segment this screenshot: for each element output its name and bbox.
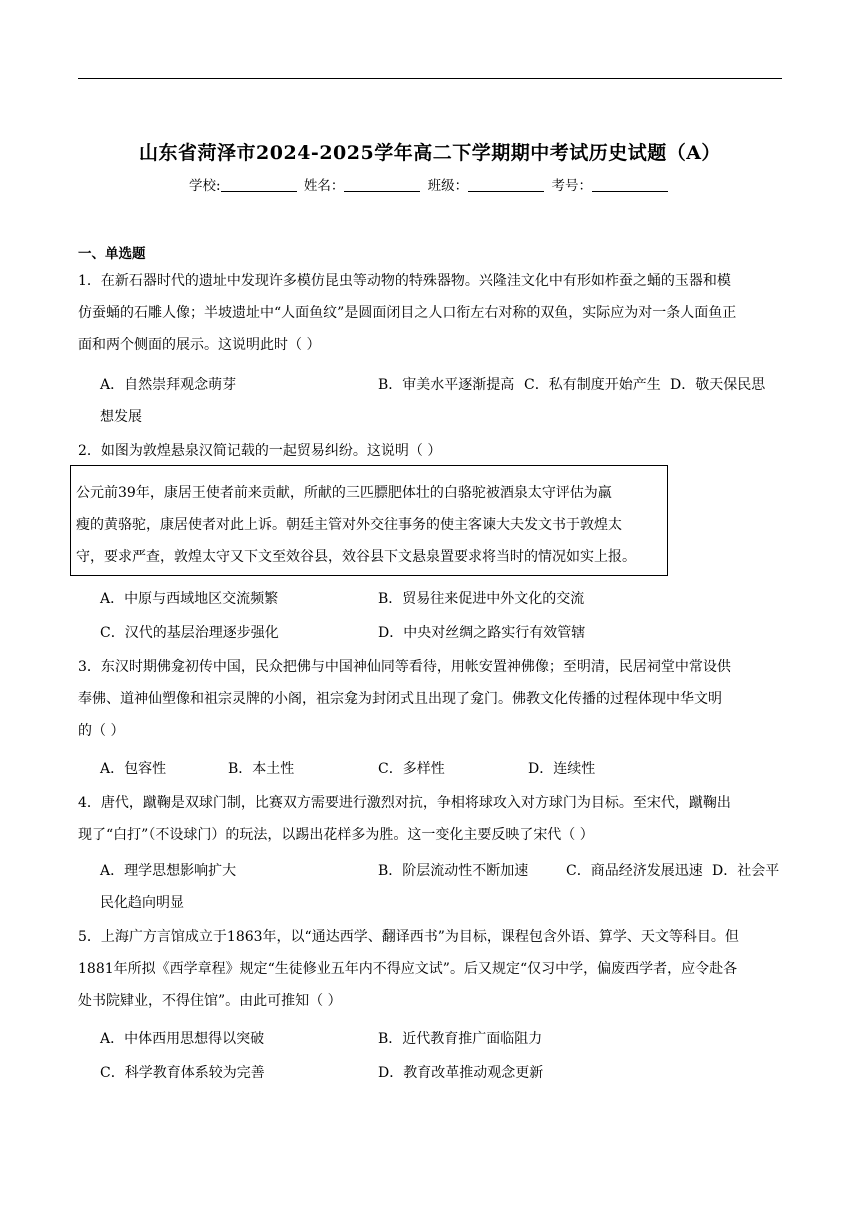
question-3-option-b[interactable]: B．本土性 (228, 761, 295, 777)
question-1-option-b[interactable]: B．审美水平逐渐提高 (378, 377, 515, 393)
question-5-option-a[interactable]: A．中体西用思想得以突破 (100, 1031, 265, 1047)
question-4-line-1: 4．唐代，蹴鞠是双球门制，比赛双方需要进行激烈对抗，争相将球攻入对方球门为目标。至宋代，蹴鞠出 (78, 795, 731, 811)
question-2-material-line-3: 守，要求严查，敦煌太守又下文至效谷县，效谷县下文悬泉置要求将当时的情况如实上报。 (76, 549, 636, 565)
question-2-option-d[interactable]: D．中央对丝绸之路实行有效管辖 (378, 625, 586, 641)
question-3-option-c[interactable]: C．多样性 (378, 761, 445, 777)
question-5-line-1: 5．上海广方言馆成立于1863年，以“通达西学、翻译西书”为目标，课程包含外语、算学、天文等科目。但 (78, 929, 739, 945)
question-2-material-line-2: 瘦的黄骆驼，康居使者对此上诉。朝廷主管对外交往事务的使主客谏大夫发文书于敦煌太 (76, 517, 622, 533)
class-label: 班级： (427, 178, 469, 194)
question-2-stem: 2．如图为敦煌悬泉汉简记载的一起贸易纠纷。这说明（ ） (78, 443, 442, 459)
question-3-line-1: 3．东汉时期佛龛初传中国，民众把佛与中国神仙同等看待，用帐安置神佛像；至明清，民居祠堂中常设供 (78, 659, 731, 675)
question-5-line-3: 处书院肄业，不得住馆”。由此可推知（ ） (78, 993, 342, 1009)
question-4-option-b[interactable]: B．阶层流动性不断加速 (378, 863, 529, 879)
question-1-option-a[interactable]: A．自然崇拜观念萌芽 (100, 377, 237, 393)
question-4-option-c[interactable]: C．商品经济发展迅速 (566, 863, 703, 879)
school-field[interactable] (221, 177, 297, 192)
question-3-option-a[interactable]: A．包容性 (100, 761, 167, 777)
exam-no-label: 考号： (551, 178, 592, 194)
student-info-line (0, 174, 860, 194)
question-4-option-d[interactable]: D．社会平 (712, 863, 780, 879)
question-3-option-d[interactable]: D．连续性 (528, 761, 596, 777)
question-2-material-line-1: 公元前39年，康居王使者前来贡献，所献的三匹膘肥体壮的白骆驼被酒泉太守评估为羸 (76, 485, 612, 501)
section-title: 一、单选题 (78, 246, 146, 262)
question-2-option-a[interactable]: A．中原与西域地区交流频繁 (100, 591, 279, 607)
exam-title: 山东省菏泽市2024-2025学年高二下学期期中考试历史试题（A） (139, 142, 721, 164)
name-label: 姓名： (303, 178, 345, 194)
question-4-line-2: 现了“白打”（不设球门）的玩法，以踢出花样多为胜。这一变化主要反映了宋代（ ） (78, 827, 594, 843)
question-1-option-d[interactable]: D．敬天保民思 (670, 377, 766, 393)
question-5-line-2: 1881年所拟《西学章程》规定“生徒修业五年内不得应文试”。后又规定“仅习中学，偏废西学者，应令赴各 (78, 961, 738, 977)
question-5-option-c[interactable]: C．科学教育体系较为完善 (100, 1065, 265, 1081)
question-3-line-3: 的（ ） (78, 723, 125, 739)
question-4-option-d-wrap: 民化趋向明显 (100, 895, 184, 911)
question-2-option-c[interactable]: C．汉代的基层治理逐步强化 (100, 625, 279, 641)
name-field[interactable] (344, 177, 420, 192)
exam-no-field[interactable] (592, 177, 668, 192)
question-2-option-b[interactable]: B．贸易往来促进中外文化的交流 (378, 591, 585, 607)
question-5-option-b[interactable]: B．近代教育推广面临阻力 (378, 1031, 543, 1047)
class-field[interactable] (468, 177, 544, 192)
question-1-line-1: 1．在新石器时代的遗址中发现许多模仿昆虫等动物的特殊器物。兴隆洼文化中有形如柞蚕之蛹的玉器和模 (78, 273, 731, 289)
question-1-option-d-wrap: 想发展 (100, 409, 142, 425)
question-1-line-2: 仿蚕蛹的石雕人像；半坡遗址中“人面鱼纹”是圆面闭目之人口衔左右对称的双鱼，实际应为对一条人面鱼正 (78, 305, 737, 321)
question-1-line-3: 面和两个侧面的展示。这说明此时（ ） (78, 337, 321, 353)
question-4-option-a[interactable]: A．理学思想影响扩大 (100, 863, 237, 879)
school-label: 学校: (189, 178, 221, 194)
header-rule (78, 78, 782, 79)
question-5-option-d[interactable]: D．教育改革推动观念更新 (378, 1065, 544, 1081)
question-3-line-2: 奉佛、道神仙塑像和祖宗灵牌的小阁，祖宗龛为封闭式且出现了龛门。佛教文化传播的过程体现中华文明 (78, 691, 722, 707)
question-1-option-c[interactable]: C．私有制度开始产生 (524, 377, 661, 393)
